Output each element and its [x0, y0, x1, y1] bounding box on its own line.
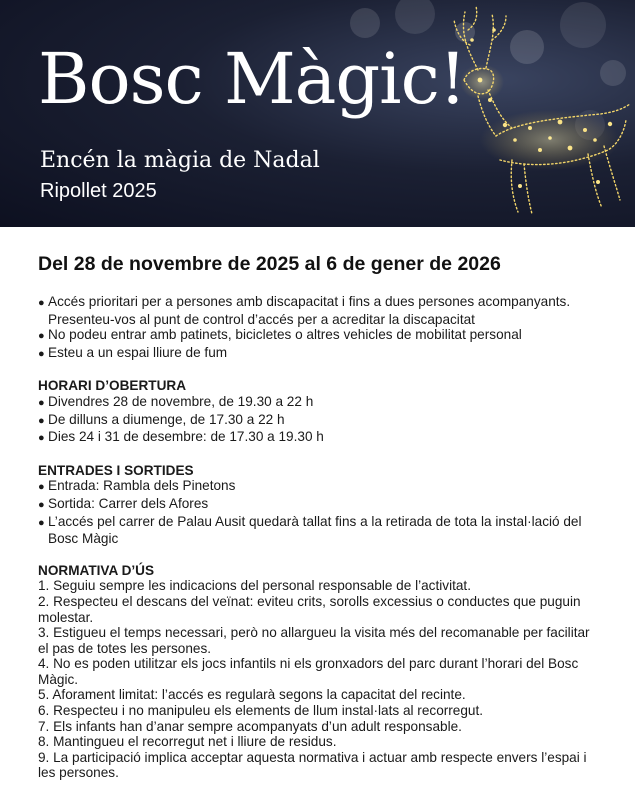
list-item: ● Dies 24 i 31 de desembre: de 17.30 a 19.30 h [38, 429, 597, 447]
list-item: 2. Respecteu el descans del veïnat: eviteu crits, sorolls excessius o conductes que puguin molestar. [38, 593, 581, 625]
list-item: 1. Seguiu sempre les indicacions del personal responsable de l’activitat. [38, 578, 471, 594]
bullet-icon: ● [38, 347, 45, 360]
list-item: 7. Els infants han d’anar sempre acompanyats d’un adult responsable. [38, 718, 462, 734]
list-item: 8. Mantingueu el recorregut net i lliure de residus. [38, 734, 337, 750]
bullet-icon: ● [38, 330, 45, 343]
list-item: ● No podeu entrar amb patinets, bicicletes o altres vehicles de mobilitat personal [38, 327, 597, 345]
list-item: 4. No es poden utilitzar els jocs infantils ni els gronxadors del parc durant l’horari del Bosc Màgic. [38, 656, 579, 687]
entrades-list [38, 478, 597, 546]
bullet-icon: ● [38, 481, 45, 494]
bullet-icon: ● [38, 516, 45, 529]
list-item: ● Entrada: Rambla dels Pinetons [38, 478, 597, 496]
header-banner [0, 0, 635, 227]
list-item: ● Accés prioritari per a persones amb discapacitat i fins a dues persones acompanyants. Presenteu-vos al punt de control d’accés per a acreditar la discapacitat [38, 294, 571, 327]
page-title: Bosc Màgic! [38, 38, 466, 120]
intro-list [38, 294, 597, 362]
list-item: ● Divendres 28 de novembre, de 19.30 a 22 h [38, 394, 597, 412]
bullet-icon: ● [38, 414, 45, 427]
event-dates: Del 28 de novembre de 2025 al 6 de gener de 2026 [38, 253, 501, 275]
section-title-horari: HORARI D’OBERTURA [38, 378, 187, 394]
list-item: 5. Aforament limitat: l’accés es regularà segons la capacitat del recinte. [38, 687, 466, 703]
section-title-normativa: NORMATIVA D’ÚS [38, 562, 155, 578]
list-item: ● Esteu a un espai lliure de fum [38, 345, 597, 363]
list-item: ● L’accés pel carrer de Palau Ausit quedarà tallat fins a la retirada de tota la instal·lació del Bosc Màgic [38, 513, 582, 547]
page-subtitle: Encén la màgia de Nadal [40, 148, 320, 173]
bullet-icon: ● [38, 297, 45, 309]
list-item: ● Sortida: Carrer dels Afores [38, 496, 597, 514]
normativa-list [38, 578, 597, 781]
section-title-entrades: ENTRADES I SORTIDES [38, 462, 194, 478]
list-item: 9. La participació implica acceptar aquesta normativa i actuar amb respecte envers l’espai i les persones. [38, 749, 587, 781]
list-item: 3. Estigueu el temps necessari, però no allargueu la visita més del recomanable per facilitar el pas de totes les persones. [38, 625, 590, 656]
bullet-icon: ● [38, 498, 45, 511]
bokeh-light [350, 8, 380, 38]
bullet-icon: ● [38, 396, 45, 409]
event-place-year: Ripollet 2025 [40, 180, 157, 202]
horari-list [38, 394, 597, 447]
list-item: 6. Respecteu i no manipuleu els elements de llum instal·lats al recorregut. [38, 703, 484, 719]
bullet-icon: ● [38, 432, 45, 445]
list-item: ● De dilluns a diumenge, de 17.30 a 22 h [38, 412, 597, 430]
document-body [0, 227, 635, 781]
